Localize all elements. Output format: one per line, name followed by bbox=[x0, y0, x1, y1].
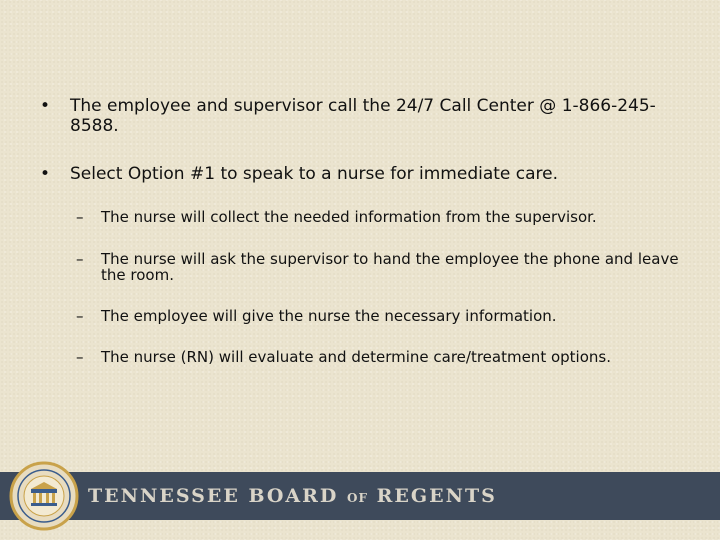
sub-bullet-text: The nurse will ask the supervisor to hand the employee the phone and leave the room. bbox=[101, 250, 679, 284]
bullet-text: Select Option #1 to speak to a nurse for immediate care. bbox=[70, 164, 559, 184]
sub-bullet-mark: – bbox=[76, 307, 84, 325]
sub-bullet-mark: – bbox=[76, 348, 84, 366]
footer-title-part1: TENNESSEE BOARD bbox=[88, 485, 348, 507]
sub-bullet-text: The nurse (RN) will evaluate and determine care/treatment options. bbox=[101, 348, 611, 366]
bullet-text: The employee and supervisor call the 24/7 Call Center @ 1-866-245-8588. bbox=[70, 96, 656, 136]
tbr-seal-logo bbox=[9, 461, 79, 531]
footer-title bbox=[88, 485, 497, 507]
sub-bullet-mark: – bbox=[76, 208, 84, 226]
bullet-mark: • bbox=[40, 96, 51, 116]
footer-band bbox=[0, 472, 720, 520]
bullet-mark: • bbox=[40, 164, 51, 184]
sub-bullet-text: The employee will give the nurse the necessary information. bbox=[101, 307, 557, 325]
sub-bullet-text: The nurse will collect the needed information from the supervisor. bbox=[101, 208, 597, 226]
sub-bullet-mark: – bbox=[76, 250, 84, 268]
footer-title-part2: REGENTS bbox=[368, 485, 497, 507]
footer-title-of: OF bbox=[347, 491, 369, 505]
